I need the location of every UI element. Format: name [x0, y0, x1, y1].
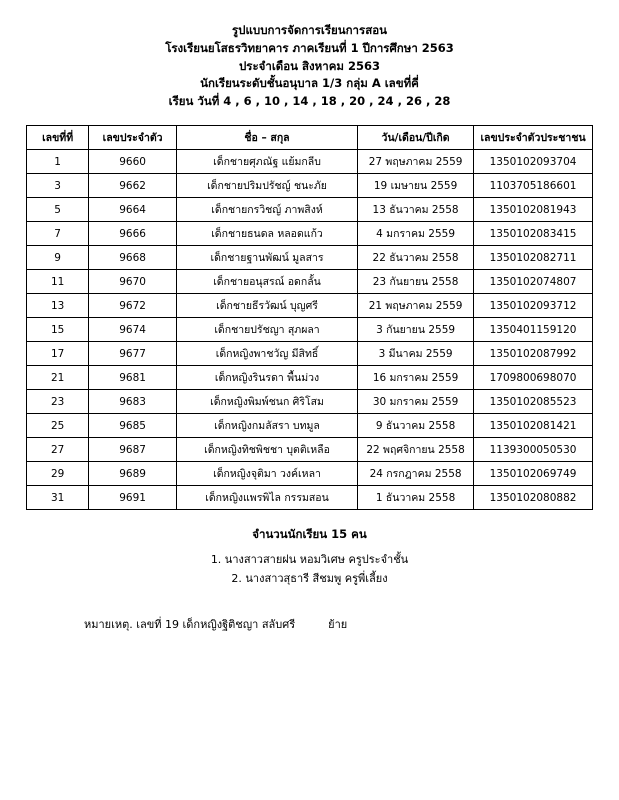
cell-no: 1	[27, 150, 89, 174]
cell-student-id: 9681	[89, 366, 177, 390]
cell-citizen-id: 1350102080882	[474, 486, 593, 510]
cell-student-id: 9687	[89, 438, 177, 462]
cell-name: เด็กหญิงพิมพ์ชนก ศิริโสม	[176, 390, 357, 414]
cell-student-id: 9664	[89, 198, 177, 222]
cell-dob: 22 พฤศจิกายน 2558	[358, 438, 474, 462]
cell-student-id: 9666	[89, 222, 177, 246]
cell-name: เด็กชายอนุสรณ์ อดกลั้น	[176, 270, 357, 294]
cell-citizen-id: 1350102087992	[474, 342, 593, 366]
cell-no: 31	[27, 486, 89, 510]
cell-citizen-id: 1350102081943	[474, 198, 593, 222]
cell-no: 15	[27, 318, 89, 342]
cell-student-id: 9685	[89, 414, 177, 438]
cell-no: 13	[27, 294, 89, 318]
cell-name: เด็กหญิงรินรดา พื้นม่วง	[176, 366, 357, 390]
cell-citizen-id: 1350102081421	[474, 414, 593, 438]
cell-student-id: 9689	[89, 462, 177, 486]
cell-name: เด็กหญิงจุติมา วงค์เหลา	[176, 462, 357, 486]
header-line-5: เรียน วันที่ 4 , 6 , 10 , 14 , 18 , 20 , 24 , 26 , 28	[168, 94, 451, 109]
cell-student-id: 9670	[89, 270, 177, 294]
cell-no: 3	[27, 174, 89, 198]
cell-name: เด็กชายธนดล หลอดแก้ว	[176, 222, 357, 246]
cell-dob: 13 ธันวาคม 2558	[358, 198, 474, 222]
cell-dob: 16 มกราคม 2559	[358, 366, 474, 390]
footnote-label: หมายเหตุ. เลขที่ 19 เด็กหญิงฐิติชญา สลับศรี	[84, 617, 296, 631]
cell-student-id: 9691	[89, 486, 177, 510]
table-row	[27, 390, 593, 414]
cell-name: เด็กหญิงพาชวัญ มีสิทธิ์	[176, 342, 357, 366]
table-row	[27, 222, 593, 246]
table-body	[27, 150, 593, 510]
table-row	[27, 414, 593, 438]
header-line-1: รูปแบบการจัดการเรียนการสอน	[232, 23, 387, 37]
table-row	[27, 438, 593, 462]
column-header-name: ชื่อ – สกุล	[176, 126, 357, 150]
cell-dob: 21 พฤษภาคม 2559	[358, 294, 474, 318]
cell-dob: 3 มีนาคม 2559	[358, 342, 474, 366]
cell-name: เด็กชายศุภณัฐ แย้มกลีบ	[176, 150, 357, 174]
cell-citizen-id: 1350102093712	[474, 294, 593, 318]
cell-student-id: 9674	[89, 318, 177, 342]
table-row	[27, 294, 593, 318]
cell-name: เด็กชายกรวิชญ์ ภาพสิงห์	[176, 198, 357, 222]
cell-name: เด็กชายปรัชญา สุภผลา	[176, 318, 357, 342]
student-roster-table	[26, 125, 593, 510]
table-row	[27, 486, 593, 510]
signer-2: 2. นางสาวสุธารี สีชมพู ครูพี่เลี้ยง	[231, 572, 388, 586]
cell-name: เด็กหญิงแพรพิไล กรรมสอน	[176, 486, 357, 510]
cell-student-id: 9672	[89, 294, 177, 318]
table-row	[27, 150, 593, 174]
cell-citizen-id: 1350102085523	[474, 390, 593, 414]
cell-student-id: 9668	[89, 246, 177, 270]
cell-citizen-id: 1709800698070	[474, 366, 593, 390]
cell-name: เด็กชายธีรวัฒน์ บุญศรี	[176, 294, 357, 318]
cell-dob: 19 เมษายน 2559	[358, 174, 474, 198]
signer-1: 1. นางสาวสายฝน หอมวิเศษ ครูประจำชั้น	[210, 553, 409, 567]
cell-student-id: 9677	[89, 342, 177, 366]
cell-citizen-id: 1350102083415	[474, 222, 593, 246]
cell-citizen-id: 1350102082711	[474, 246, 593, 270]
document-header	[26, 22, 593, 111]
header-line-4: นักเรียนระดับชั้นอนุบาล 1/3 กลุ่ม A เลขที่คี่	[200, 76, 419, 91]
cell-student-id: 9660	[89, 150, 177, 174]
cell-citizen-id: 1139300050530	[474, 438, 593, 462]
cell-no: 11	[27, 270, 89, 294]
column-header-citizen-id: เลขประจำตัวประชาชน	[474, 126, 593, 150]
cell-name: เด็กชายปริมปรัชญ์ ชนะภัย	[176, 174, 357, 198]
cell-no: 21	[27, 366, 89, 390]
cell-name: เด็กชายฐานพัฒน์ มูลสาร	[176, 246, 357, 270]
cell-name: เด็กหญิงกมลัสรา บทมูล	[176, 414, 357, 438]
cell-no: 25	[27, 414, 89, 438]
cell-citizen-id: 1350401159120	[474, 318, 593, 342]
table-header-row	[27, 126, 593, 150]
table-row	[27, 342, 593, 366]
table-row	[27, 246, 593, 270]
cell-dob: 3 กันยายน 2559	[358, 318, 474, 342]
cell-dob: 9 ธันวาคม 2558	[358, 414, 474, 438]
column-header-dob: วัน/เดือน/ปีเกิด	[358, 126, 474, 150]
table-row	[27, 366, 593, 390]
footnote-status: ย้าย	[328, 617, 348, 631]
column-header-no: เลขที่ที่	[27, 126, 89, 150]
cell-dob: 30 มกราคม 2559	[358, 390, 474, 414]
table-row	[27, 462, 593, 486]
cell-dob: 23 กันยายน 2558	[358, 270, 474, 294]
signers-list	[26, 550, 593, 589]
cell-student-id: 9683	[89, 390, 177, 414]
table-row	[27, 174, 593, 198]
header-line-2: โรงเรียนยโสธรวิทยาคาร ภาคเรียนที่ 1 ปีการศึกษา 2563	[165, 40, 454, 55]
cell-citizen-id: 1103705186601	[474, 174, 593, 198]
cell-citizen-id: 1350102093704	[474, 150, 593, 174]
cell-no: 9	[27, 246, 89, 270]
cell-dob: 4 มกราคม 2559	[358, 222, 474, 246]
cell-no: 17	[27, 342, 89, 366]
cell-no: 7	[27, 222, 89, 246]
footnote	[26, 615, 593, 633]
cell-dob: 27 พฤษภาคม 2559	[358, 150, 474, 174]
cell-citizen-id: 1350102074807	[474, 270, 593, 294]
table-row	[27, 270, 593, 294]
cell-no: 5	[27, 198, 89, 222]
column-header-student-id: เลขประจำตัว	[89, 126, 177, 150]
cell-dob: 24 กรกฎาคม 2558	[358, 462, 474, 486]
header-line-3: ประจำเดือน สิงหาคม 2563	[239, 58, 380, 73]
table-row	[27, 198, 593, 222]
cell-no: 23	[27, 390, 89, 414]
cell-name: เด็กหญิงทิชพิชชา บุตติเหลือ	[176, 438, 357, 462]
student-count-summary: จำนวนนักเรียน 15 คน	[252, 527, 367, 542]
table-row	[27, 318, 593, 342]
cell-dob: 22 ธันวาคม 2558	[358, 246, 474, 270]
cell-dob: 1 ธันวาคม 2558	[358, 486, 474, 510]
cell-no: 29	[27, 462, 89, 486]
cell-citizen-id: 1350102069749	[474, 462, 593, 486]
cell-student-id: 9662	[89, 174, 177, 198]
cell-no: 27	[27, 438, 89, 462]
